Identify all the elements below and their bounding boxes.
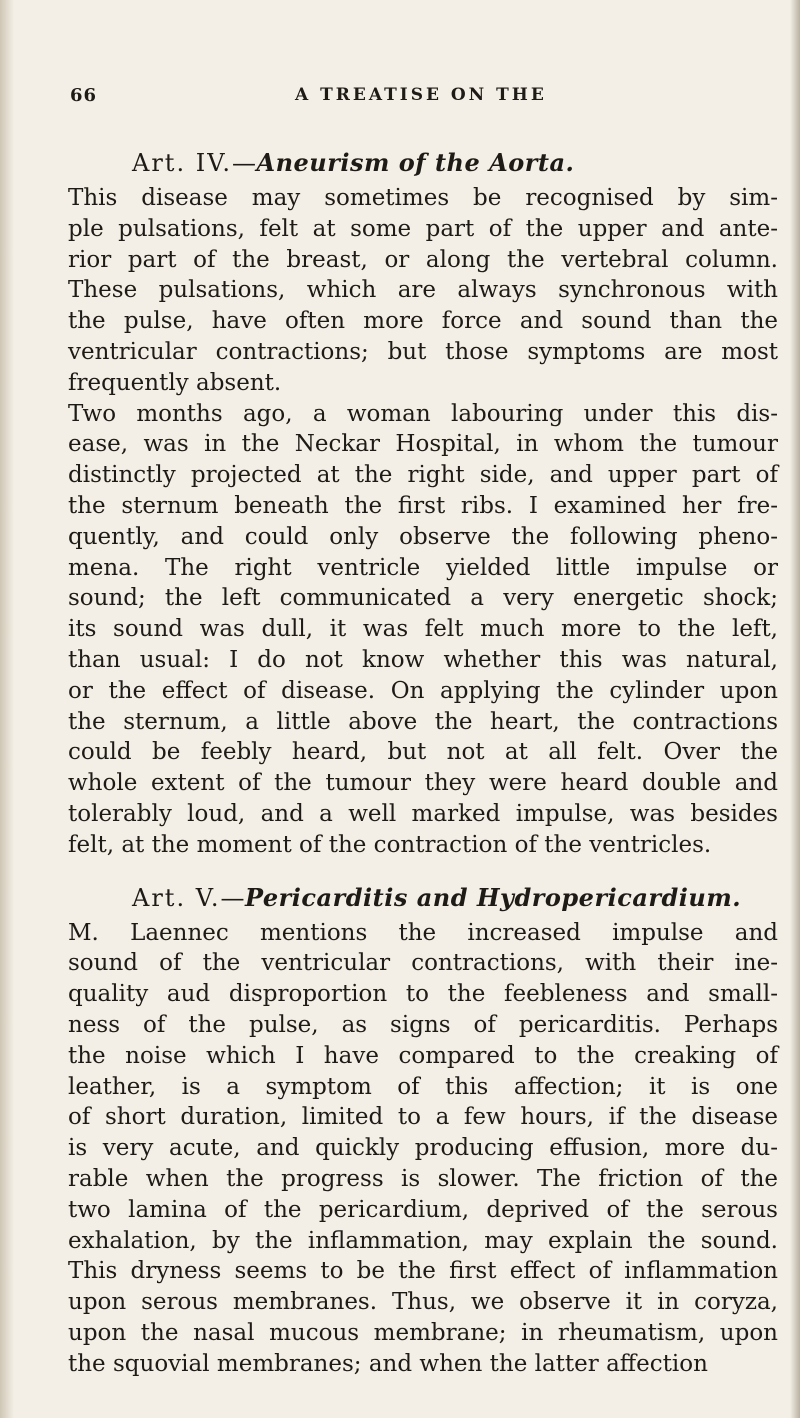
article-5-dash: — xyxy=(220,883,245,912)
text-line: its sound was dull, it was felt much more to the left, xyxy=(68,616,778,643)
page-number: 66 xyxy=(70,85,98,106)
text-line: or the effect of disease. On applying the cylinder upon xyxy=(68,677,778,704)
page-header xyxy=(70,85,790,115)
text-line: These pulsations, which are always synchronous with xyxy=(68,277,778,304)
text-line: mena. The right ventricle yielded little impulse or xyxy=(68,554,778,581)
text-line: rable when the progress is slower. The friction of the xyxy=(68,1165,778,1192)
page-edge-right xyxy=(790,0,800,1418)
text-line: upon serous membranes. Thus, we observe it in coryza, xyxy=(68,1289,778,1316)
article-4-dash: — xyxy=(231,149,257,177)
text-line: This dryness seems to be the first effect of inflammation xyxy=(68,1258,778,1285)
text-line: rior part of the breast, or along the vertebral column. xyxy=(68,246,778,273)
text-line: sound; the left communicated a very energetic shock; xyxy=(68,585,778,612)
text-line: upon the nasal mucous membrane; in rheumatism, upon xyxy=(68,1319,778,1346)
text-line: distinctly projected at the right side, and upper part of xyxy=(68,462,778,489)
page-edge-left xyxy=(0,0,14,1418)
text-line: leather, is a symptom of this affection; it is one xyxy=(68,1073,778,1100)
text-line: the pulse, have often more force and sound than the xyxy=(68,308,778,335)
text-line: whole extent of the tumour they were heard double and xyxy=(68,770,778,797)
article-5-title: Pericarditis and Hydropericardium. xyxy=(244,882,742,912)
article-4-title: Aneurism of the Aorta. xyxy=(256,148,575,177)
article-4-heading xyxy=(132,148,778,177)
text-line: tolerably loud, and a well marked impulse, was besides xyxy=(68,800,778,827)
text-line: ness of the pulse, as signs of pericarditis. Perhaps xyxy=(68,1011,778,1038)
text-line: the noise which I have compared to the creaking of xyxy=(68,1042,778,1069)
text-line: the squovial membranes; and when the latter affection xyxy=(68,1350,708,1377)
text-line: quently, and could only observe the following pheno- xyxy=(68,523,778,550)
running-head: A TREATISE ON THE xyxy=(295,85,547,105)
text-line: ventricular contractions; but those symptoms are most xyxy=(68,338,778,365)
text-line: M. Laennec mentions the increased impulse and xyxy=(68,919,778,946)
text-line: the sternum, a little above the heart, the contractions xyxy=(68,708,778,735)
article-4-text xyxy=(68,183,778,861)
section-gap xyxy=(68,861,778,883)
text-line: sound of the ventricular contractions, with their ine- xyxy=(68,950,778,977)
text-line: could be feebly heard, but not at all felt. Over the xyxy=(68,739,778,766)
text-line: quality aud disproportion to the feebleness and small- xyxy=(68,981,778,1008)
text-line: frequently absent. xyxy=(68,369,282,396)
article-4-label: Art. IV. xyxy=(132,149,232,177)
text-line: ple pulsations, felt at some part of the upper and ante- xyxy=(68,215,778,242)
text-line: felt, at the moment of the contraction of the ventricles. xyxy=(68,831,712,858)
page-body xyxy=(68,148,778,1379)
text-line: of short duration, limited to a few hours, if the disease xyxy=(68,1104,778,1131)
text-line: is very acute, and quickly producing effusion, more du- xyxy=(68,1135,778,1162)
text-line: This disease may sometimes be recognised by sim- xyxy=(68,185,778,211)
text-line: two lamina of the pericardium, deprived of the serous xyxy=(68,1196,778,1223)
text-line: the sternum beneath the first ribs. I examined her fre- xyxy=(68,492,778,519)
article-5-text xyxy=(68,918,778,1380)
text-line: ease, was in the Neckar Hospital, in whom the tumour xyxy=(68,431,778,458)
article-5-heading xyxy=(132,883,778,912)
article-5-label: Art. V. xyxy=(132,883,221,912)
text-line: exhalation, by the inflammation, may explain the sound. xyxy=(68,1227,778,1254)
text-line: than usual: I do not know whether this was natural, xyxy=(68,646,778,673)
text-line: Two months ago, a woman labouring under this dis- xyxy=(68,400,778,427)
